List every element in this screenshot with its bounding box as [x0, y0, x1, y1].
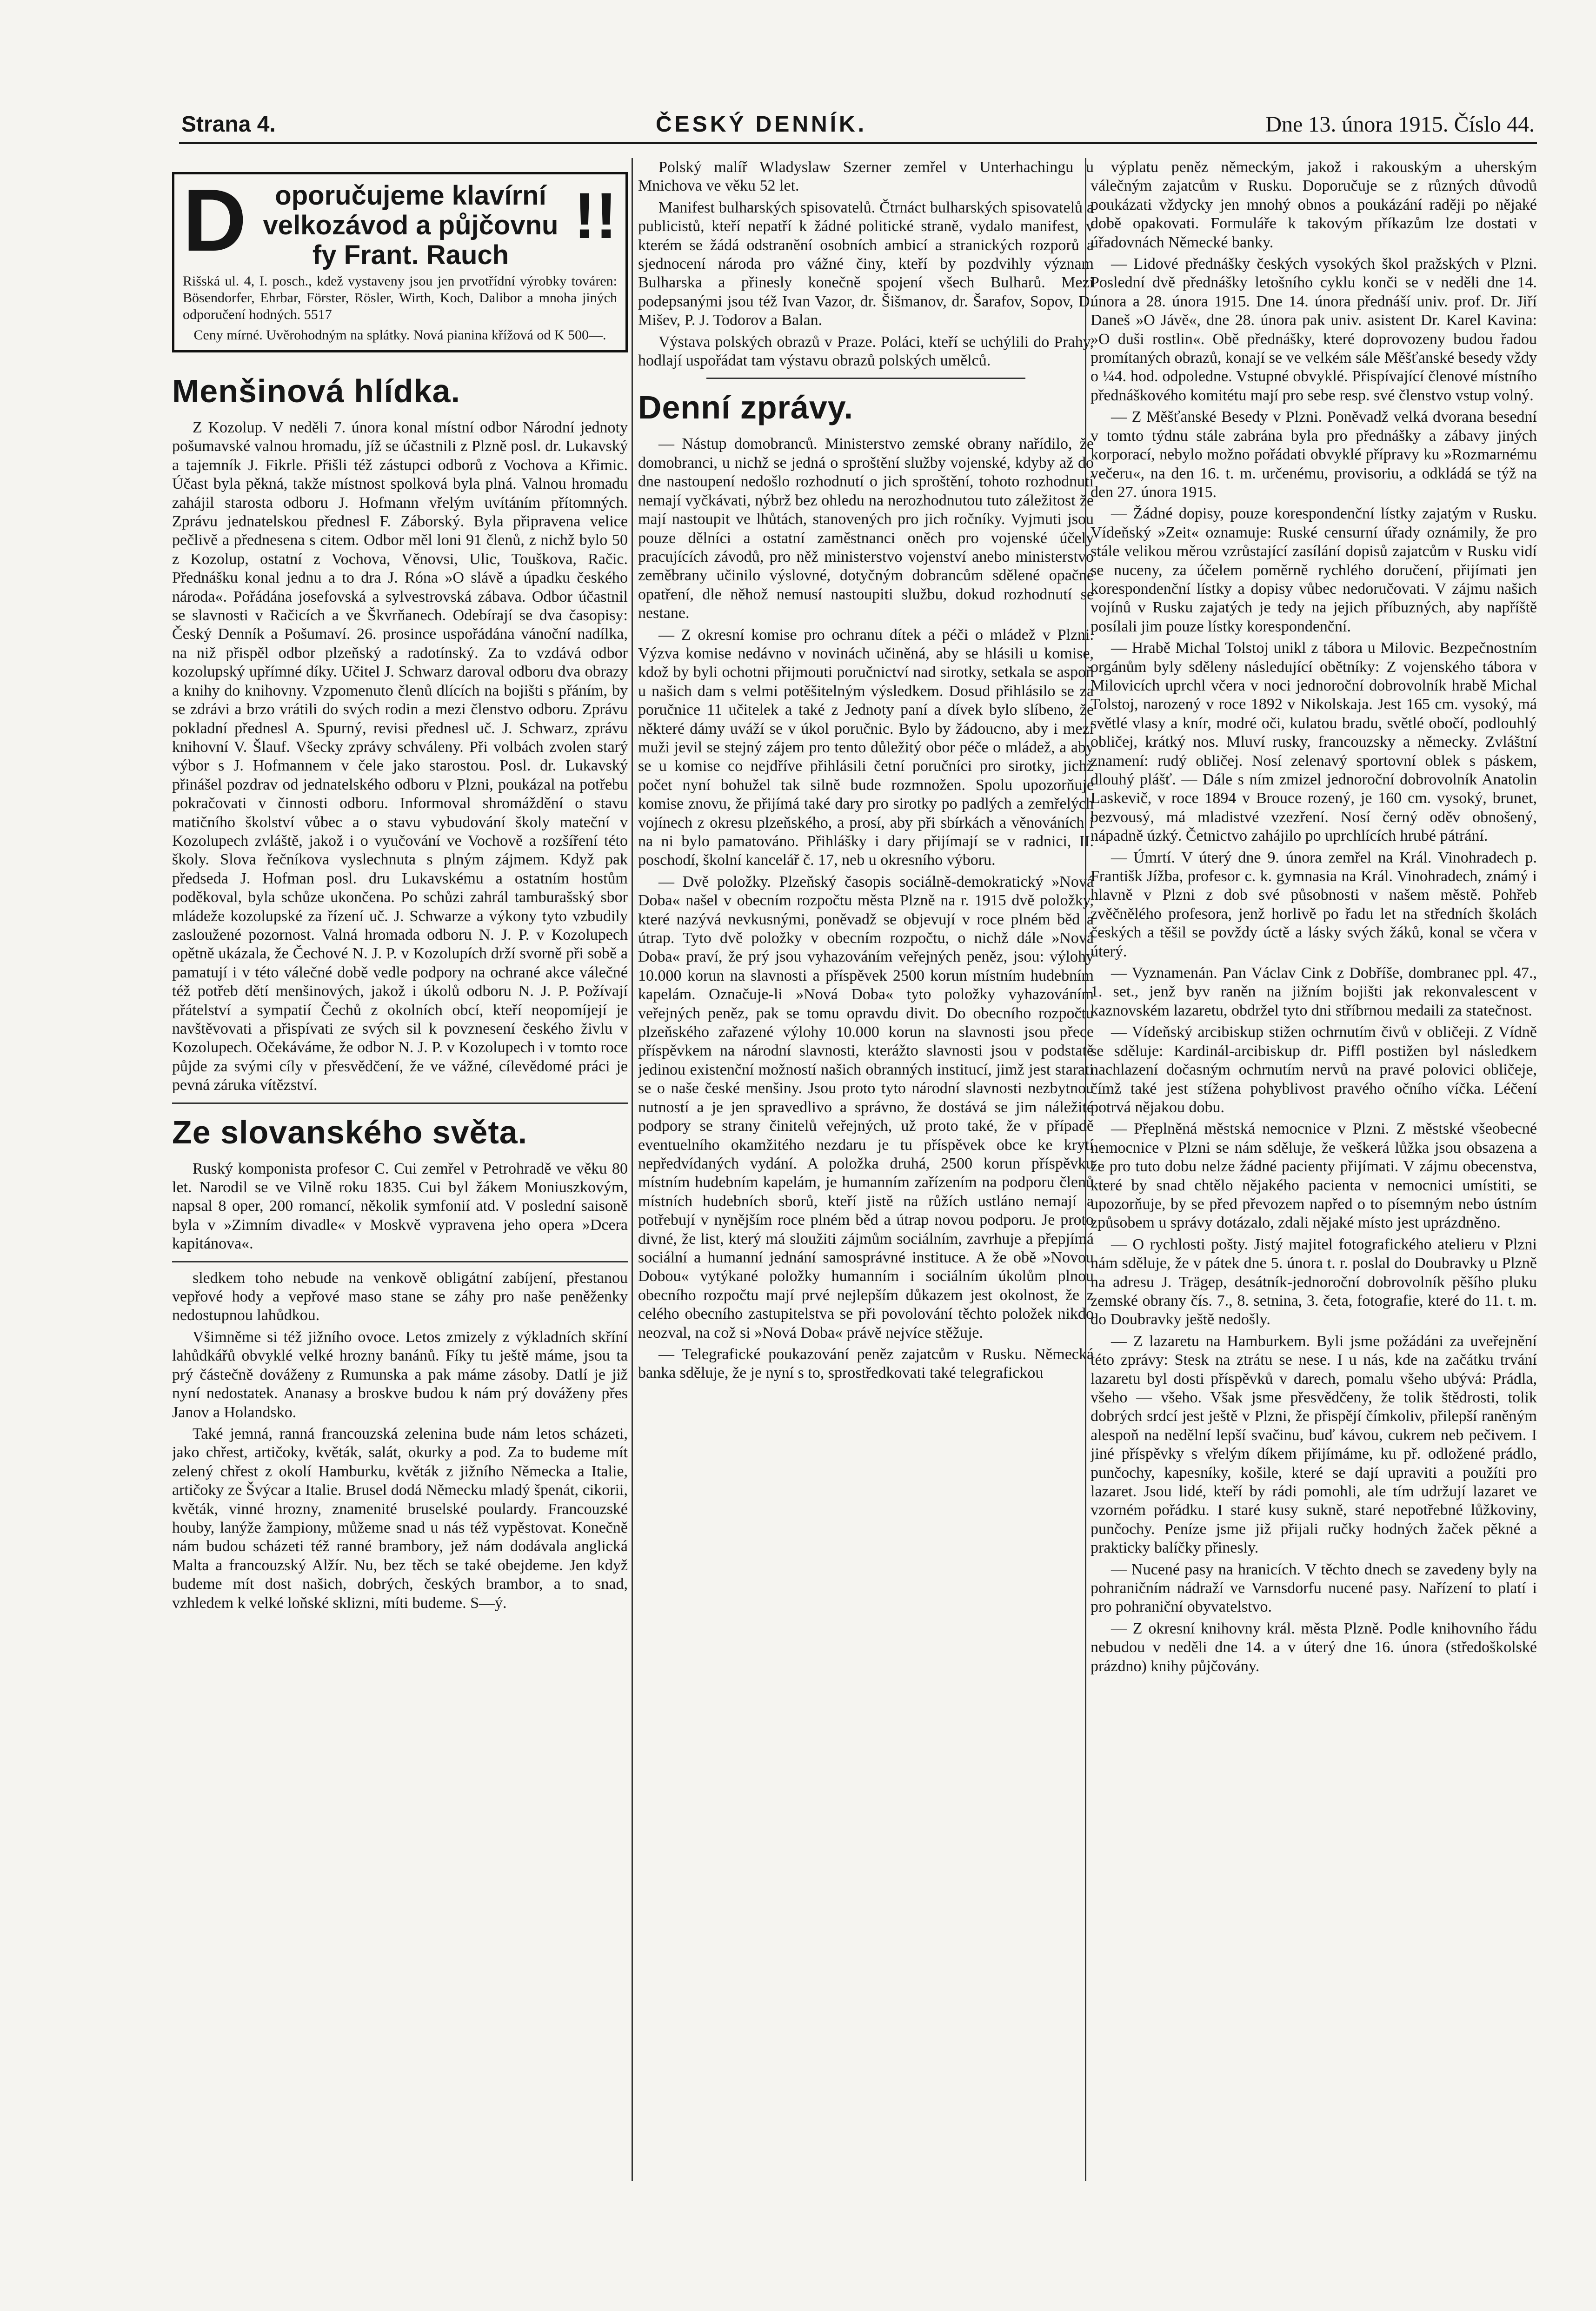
section-title-ze-slovanskeho-sveta: Ze slovanského světa. [172, 1114, 528, 1150]
article-okresni-knihovna: — Z okresní knihovny král. města Plzně. Podle knihovního řádu nebudou v neděli dne 14. a v úterý dne 16. února (středoškolské prázdno) knihy půjčovány. [1091, 1620, 1537, 1675]
section-separator [172, 1102, 628, 1104]
masthead: ČESKÝ DENNÍK. [656, 112, 867, 137]
article-tolstoj: — Hrabě Michal Tolstoj unikl z tábora u Milovic. Bezpečnostním orgánům byly sděleny následující obětníky: Z vojenského tábora v Milovicích uprchl včera v noci jednoroční dobrovolník hrabě Michal Tolstoj, narozený v roce 1892 v Nikolskaja. Jest 165 cm. vysoký, má světlé vlasy a knír, modré oči, kulatou bradu, světlé obočí, podlouhlý obličej, krátký nos. Mluví rusky, francouzsky a německy. Zvláštní znamení: rudý obličej. Nosí zelenavý sportovní oblek s páskem, dlouhý plášť. — Dále s ním zmizel jednoroční dobrovolník Anatolin Laskevič, v roce 1894 v Brouce rozený, je 160 cm. vysoký, brunet, bezvousý, má mladistvé vzezření. Nosí černý oděv obnošený, nápadně úzký. Četnictvo zahájilo po uprchlících hrubé pátrání. [1091, 639, 1537, 845]
article-vyznamenan: — Vyznamenán. Pan Václav Cink z Dobříše, dombranec ppl. 47., 1. set., jenž byv raněn na jižním bojišti jak rekonvalescent v kaznovském lazaretu, obdržel tyto dni stříbrnou medaili za statečnost. [1091, 964, 1537, 1019]
column-divider-1 [632, 158, 633, 2181]
article-nastup-domobrancu: — Nástup domobranců. Ministerstvo zemské obrany nařídilo, že domobranci, u nichž se jedná o sproštění služby vojenské, kdyby až do dne nastoupení nedošlo rozhodnutí o jich sproštění, tohoto rozhodnutí nemají vyčkávati, nýbrž bez ohledu na nerozhodnutou tuto záležitost že mají nastoupit ve lhůtách, stanovených pro jich ročníky. Vyjmuti jsou pouze dělníci a ostatní zaměstnanci oněch pro vojenské účely pracujících závodů, pro něž ministerstvo vojenství anebo ministerstvo zeměbrany učinilo výslovné, dotyčným dobrancům sdělené opačné opatření, dle něhož nemusí nastoupiti službu, dokud rozhodnutí se nestane. [638, 435, 1094, 622]
article-telegraficke-poukazovani: — Telegrafické poukazování peněz zajatcům v Rusku. Německá banka sděluje, že je nyní s to, sprostředkovati také telegrafickou [638, 1345, 1094, 1382]
header-rule [179, 142, 1537, 144]
article-nemocnice: — Přeplněná městská nemocnice v Plzni. Z městské všeobecné nemocnice v Plzni se nám sděluje, že veškerá lůžka jsou obsazena a že pro tuto dobu nelze žádné pacienty přijímati. V zájmu obecenstva, které by snad chtělo nějakého pacienta v nemocnici umístiti, se upozorňuje, by se před převozem napřed o to písemným nebo ústním způsobem u správy dotázalo, zdali nějaké místo jest uprázdněno. [1091, 1120, 1537, 1232]
article-continuation: sledkem toho nebude na venkově obligátní zabíjení, přestanou vepřové hody a vepřové maso stane se záhy pro naše peněženky nedostupnou lahůdkou. [172, 1269, 628, 1324]
article-lazaret: — Z lazaretu na Hamburkem. Byli jsme požádáni za uveřejnění této zprávy: Stesk na ztrátu se nese. I u nás, kde na začátku trvání lazaretu byl dosti příspěvků v darech, pomalu všeho ubývá: Prádla, všeho — všeho. Však jsme přesvědčeny, že tolik štědrosti, tolik dobrých srdcí jest ještě v Plzni, že přispějí čímkoliv, přilepší raněným alespoň na nedělní lepší svačinu, buď kávou, cukrem neb pečivem. I jiné příspěvky s vřelým díkem přijímáme, ku př. odložené prádlo, punčochy, kapesníky, košile, které se dají upraviti a použíti pro lazaret. Jsou lidé, kteří by rádi pomohli, ale tím udržují lazaret ve vzorném pořádku. I staré kusy sukně, staré nepotřebné lůžkoviny, punčochy. Peníze jsme již přijali ručky hodných žaček pěkné a prakticky balíčky přinesly. [1091, 1332, 1537, 1557]
article-polska-vystava: Výstava polských obrazů v Praze. Poláci, kteří se uchýlili do Prahy, hodlají uspořádat tam výstavu obrazů polských umělců. [638, 333, 1094, 370]
ad-footer: Ceny mírné. Uvěrohodným na splátky. Nová pianina křížová od K 500—. [193, 327, 606, 343]
article-lidove-prednasky: — Lidové přednášky českých vysokých škol pražských v Plzni. Poslední dvě přednášky letošního cyklu konči se v neděli dne 14. února a 28. února 1915. Dne 14. února přednáší univ. prof. Dr. Jiří Daneš »O Jávě«, dne 28. února pak univ. asistent Dr. Karel Kavina: »O duši rostlin«. Obě přednášky, které doprovozeny budou řadou promítaných obrazů, konají se ve velkém sále Měšťanské besedy vždy o ¼4. hod. odpoledne. Vstupné obvyklé. Přispívající členové místního přednáškového komitétu mají pro sebe resp. své členstvo vstup volný. [1091, 255, 1537, 404]
article-umrti: — Úmrtí. V úterý dne 9. února zemřel na Král. Vinohradech p. Františk Jížba, profesor c. k. gymnasia na Král. Vinohradech, známý i hlavně v Plzni z dob své působnosti v našem městě. Pohřeb zvěčnělého profesora, jenž horlivě po řadu let na středních školách českých a těšil se povždy úctě a lásky svých žáků, konal se včera v úterý. [1091, 849, 1537, 960]
section-separator [706, 378, 1025, 379]
article-nucene-pasy: — Nucené pasy na hranicích. V těchto dnech se zavedeny byly na pohraničním nádraží ve Varnsdorfu nucené pasy. Nařízení to platí i pro pohraniční obyvatelstvo. [1091, 1561, 1537, 1616]
column-2 [638, 158, 1094, 2181]
article-okresni-komise: — Z okresní komise pro ochranu dítek a péči o mládež v Plzni. Výzva komise nedávno v novinách učiněná, aby se hlásili u komise, kdož by byli ochotni přijmouti poručnictví nad sirotky, setkala se aspoň u našich dam s velmi potěšitelným výsledkem. Dosud přihlásilo se za poručnice 11 učitelek a také z Jednoty paní a dívek bylo slíbeno, že některé dámy uváží se v úkol poručnic. Bylo by žádoucno, aby i mezi muži jevil se stejný zájem pro tento důležitý obor péče o mládež, a aby se u komise co nejdříve přihlásili četní poručníci pro sirotky, jichž počet nyní bohužel tak silně bude rozmnožen. Spolu upozorňuje komise znovu, že přijímá také dary pro sirotky po padlých a zemřelých vojínech z okresu plzeňského, a prosí, aby při sbírkách a věnováních i na ni bylo pamatováno. Přihlášky i dary přijímají se v radnici, II. poschodí, školní kancelář č. 17, neb u okresního výboru. [638, 626, 1094, 869]
article-bulharsky-manifest: Manifest bulharských spisovatelů. Čtrnáct bulharských spisovatelů a publicistů, kteří nepatří k žádné politické straně, vydalo manifest, v kterém se žádá odstranění osobních ambicí a stranických rozporů a sjednocení národa pro vážné činy, kteří by pozdvihly význam Bulharska a přinesly konečně spojení všech Bulharů. Mezi podepsanými jsou též Ivan Vazor, dr. Šišmanov, dr. Šarafov, Sopov, D. Mišev, P. J. Todorov a Balan. [638, 199, 1094, 329]
article-korespondencni-listky: — Žádné dopisy, pouze korespondenční lístky zajatým v Rusku. Vídeňský »Zeit« oznamuje: Ruské censurní úřady oznámily, že pro stále velikou měrou vzrůstající zasílání dopisů zajatcům v Rusku vidí se nuceny, za účelem poměrně rychlého doručení, přijímati jen korespondenční lístky a dopisy vůbec nedoručovati. V zájmu našich vojínů v Rusku zajatých je tedy na jejich příbuzných, aby napříště posílali jim pouze lístky korespondenční. [1091, 505, 1537, 635]
date-issue: Dne 13. února 1915. Číslo 44. [1265, 112, 1535, 137]
piano-advertisement [172, 172, 628, 352]
ad-drop-letter: D [183, 171, 247, 270]
article-mestanska-beseda: — Z Měšťanské Besedy v Plzni. Poněvadž velká dvorana besední v tomto týdnu stále zabrána byla pro přednášky a zábavy jiných korporací, nebylo možno pořádati obvyklé přípravy ku »Rozmarnému večeru«, na den 16. t. m. určenému, provisoriu, a odkládá se týž na den 27. února 1915. [1091, 408, 1537, 501]
page-number: Strana 4. [181, 112, 276, 137]
section-title-mensinova-hlidka: Menšinová hlídka. [172, 373, 460, 409]
article-jizni-ovoce: Všimněme si též jižního ovoce. Letos zmizely z výkladních skříní lahůdkářů obvyklé velké hrozny banánů. Fíky tu ještě máme, jsou ta prý částečně dováženy z Rumunska a pak máme zásoby. Datlí je již nyní nedostatek. Ananasy a broskve budou k nám prý dováženy přes Janov a Holandsko. [172, 1328, 628, 1421]
article-kozolupy: Z Kozolup. V neděli 7. února konal místní odbor Národní jednoty pošumavské valnou hromadu, jíž se účastnili z Plzně posl. dr. Lukavský a tajemník J. Fikrle. Přišli též zástupci odborů z Vochova a Křimic. Účast byla pěkná, takže místnost spolková byla plná. Valnou hromadu zahájil starosta odboru J. Hofmann vřelým uvítáním přítomných. Zprávu jednatelskou přednesl F. Záborský. Byla připravena velice pečlivě a přednesena s citem. Odbor měl loni 91 členů, z nichž bylo 50 z Kozolup, ostatní z Vochova, Věnovsi, Ulic, Touškova, Račic. Přednášku konal jednu a to dra J. Róna »O slávě a úpadku českého národa«. Pořádána josefovská a sylvestrovská zábava. Odbor účastnil se slavnosti v Račicích a ve Škvrňanech. Odebírají se dva časopisy: Český Denník a Pošumaví. 26. prosince uspořádána vánoční nadílka, na niž přispěl odbor plzeňský a radotínský. Za to vzdává odbor kozolupský upřímné díky. Učitel J. Schwarz daroval odboru dva obrazy a knihy do knihovny. Vzpomenuto členů dlících na bojišti s přáním, by se zdrávi a brzo vrátili do svých rodin a mezi členstvo odboru. Zprávu pokladní přednesl A. Spurný, revisi přednesl uč. J. Schwarz, zprávu knihovní V. Šlauf. Všecky zprávy schváleny. Při volbách zvolen starý výbor s J. Hofmannem v čele jako starostou. Posl. dr. Lukavský přinášel pozdrav od jednatelského odboru v Plzni, poukázal na potřebu pokračovati v činnosti odboru. Informoval shromáždění o stavu matičního školství vůbec a o stavu vybudování školy mateční v Kozolupech zvláště, jakož i o vyučování ve Vochově a rozšíření této školy. Slova řečníkova vyslechnuta s plným zájmem. Když pak předseda J. Hofman posl. dru Lukavskému a ostatním hostům poděkoval, byla schůze ukončena. Po schůzi zahrál tamburašský sbor mládeže kozolupské za řízení uč. J. Schwarze a výkony tyto vzbudily zasloužené pozornost. Valná hromada odboru N. J. P. v Kozolupech opětně ukázala, že Čechové N. J. P. v Kozolupích drží svorně při sobě a pamatují i v této válečné době vedle podpory na ochrané akce válečné též potřeb dětí menšinových, jakož i úkolů odboru N. J. P. Požívají přátelství a sympatií Čechů z okolních obcí, kteří neopomíjejí je navštěvovati a přispívati ze svých sil k povznesení českého živlu v Kozolupech. Očekáváme, že odbor N. J. P. v Kozolupech i v tomto roce půjde za svými cíly v přesvědčení, že ve vážné, cílevědomé práci je pevná záruka vítězství. [172, 419, 628, 1094]
ad-exclamation: !! [573, 179, 617, 252]
article-szerner: Polský malíř Wladyslaw Szerner zemřel v Unterhachingu u Mnichova ve věku 52 let. [638, 159, 1094, 195]
ad-body: Rišská ul. 4, I. posch., kdež vystaveny jsou jen prvotřídní výrobky továren: Bösendorfer, Ehrbar, Förster, Rösler, Wirth, Koch, Dalibor a mnoha jiných odporučení hodných. 5517 [183, 273, 617, 322]
ad-heading: oporučujeme klavírní velkozávod a půjčovnu fy Frant. Rauch [263, 180, 559, 270]
article-zelenina: Také jemná, ranná francouzská zelenina bude nám letos scházeti, jako chřest, artičoky, květák, salát, okurky a pod. Za to budeme mít zelený chřest z okolí Hamburku, květák z jižního Německa a Italie, artičoky ze Švýcar a Italie. Brusel dodá Německu mladý špenát, cikorii, květák, vinné hrozny, znamenité bruselské poulardy. Francouzské houby, lanýže žampiony, můžeme snad u nás též vypěstovat. Konečně nám budou scházeti též ranné brambory, jež nám dodávala anglická Malta a francouzský Alžír. Nu, bez těch se také obejdeme. Jen když budeme mít dost našich, dobrých, českých brambor, a to snad, vzhledem k velké loňské sklizni, míti budeme. S—ý. [172, 1425, 628, 1612]
article-vyplata-continuation: výplatu peněz německým, jakož i rakouským a uherským válečným zajatcům v Rusku. Doporučuje se z různých důvodů poukázati vždycky jen mnohý obnos a poukázání raději po nějaké době opakovati. Formuláře k takovým příkazům lze dostati v úřadovnách Německé banky. [1091, 159, 1537, 251]
article-dve-polozky: — Dvě položky. Plzeňský časopis sociálně-demokratický »Nová Doba« našel v obecním rozpočtu města Plzně na r. 1915 dvě položky, které nazývá nevkusnými, poněvadž se objevují v roce plném běd a útrap. Tyto dvě položky v obecním rozpočtu, o nichž dále »Nová Doba« praví, že prý jsou vyhazováním veřejných peněz, jsou: výlohy 10.000 korun na slavnosti a příspěvek 2500 korun místním hudebním kapelám. Označuje-li »Nová Doba« tyto položky vyhazováním veřejných peněz, pak se tomu opravdu divit. Do obecního rozpočtu plzeňského zařazené výlohy 10.000 korun na slavnosti jsou přece příspěvkem na národní slavnosti, kterážto slavnosti jsou v podstatě jedinou existenční možností našich obranných institucí, jimž jest starati se o naše české menšiny. Jsou proto tyto národní slavnosti nezbytnou nutností a je jen spravedlivo a správno, že dostává se jim náležité podpory se strany činitelů veřejných, už proto také, že v případě eventuelního okamžitého nezdaru je tu příspěvek obce ke krytí nepředvídaných vydání. A položka druhá, 2500 korun příspěvku místním hudebním kapelám, je humanním zařízením na podporu členů místních hudebních sborů, kteří jistě na růžích ustláno nemají a potřebují v nynějším roce plném běd a útrap novou podporu. Je proto divné, že list, který má sloužiti zájmům sociálním, zavrhuje a přepjímá sociální a humanní jednání samosprávné instituce. A že obě »Novou Dobou« vytýkané položky humanním i sociálním úkolům plnou obecního rozpočtu mají prvé nejlepším důkazem jest okolnost, že z celého obecního zastupitelstva se při povolování těchto položek nikdo neozval, na což si »Nová Doba« právě nejvíce stěžuje. [638, 873, 1094, 1341]
article-rychlost-posty: — O rychlosti pošty. Jistý majitel fotografického atelieru v Plzni nám sděluje, že v pátek dne 5. února t. r. poslal do Doubravky u Plzně na adresu J. Trägeр, desátník-jednoroční dobrovolník pěšího pluku zemské obrany čís. 7., 8. setnina, 3. četa, fotografie, které do 11. t. m. do Doubravky ještě nedošly. [1091, 1235, 1537, 1328]
page-header [181, 112, 1535, 144]
article-cui: Ruský komponista profesor C. Cui zemřel v Petrohradě ve věku 80 let. Narodil se ve Vilně roku 1835. Cui byl žákem Moniuszkovým, napsal 8 oper, 200 romancí, několik symfonií atd. V poslední saisoně byla v »Zimním divadle« v Moskvě vypravena jeho opera »Dcera kapitánova«. [172, 1160, 628, 1253]
section-title-denni-zpravy: Denní zprávy. [638, 389, 853, 426]
section-separator [172, 1261, 628, 1262]
article-arcibiskup: — Vídeňský arcibiskup stižen ochrnutím čivů v obličeji. Z Vídně se sděluje: Kardinál-arcibiskup dr. Piffl postižen byl následkem nachlazení dočasným ochrnutím nervů na pravé polovici obličeje, čímž také jest stížena pohyblivost pravého očního víčka. Léčení potrvá nějakou dobu. [1091, 1023, 1537, 1116]
column-3 [1091, 158, 1537, 2181]
column-1 [172, 158, 628, 2181]
